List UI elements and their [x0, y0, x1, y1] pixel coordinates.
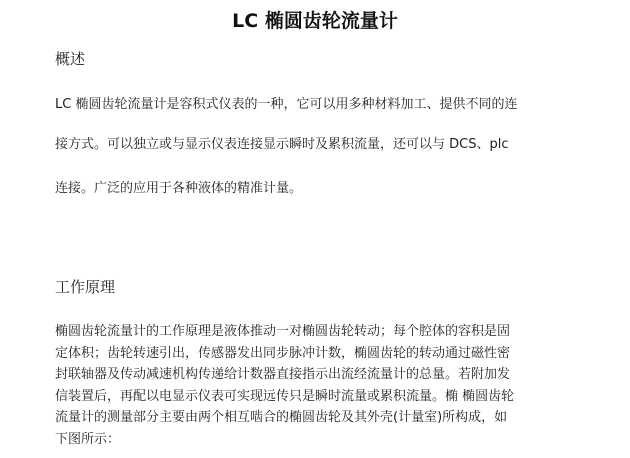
working-principle-paragraph-line: 流量计的测量部分主要由两个相互啮合的椭圆齿轮及其外壳(计量室)所构成，如: [55, 410, 508, 425]
working-principle-paragraph-line: 封联轴器及传动减速机构传递给计数器直接指示出流经流量计的总量。若附加发: [55, 367, 511, 382]
overview-paragraph-line: LC 椭圆齿轮流量计是容积式仪表的一种，它可以用多种材料加工、提供不同的连: [55, 97, 518, 112]
working-principle-paragraph-line: 椭圆齿轮流量计的工作原理是液体推动一对椭圆齿轮转动；每个腔体的容积是固: [55, 324, 511, 339]
working-principle-paragraph-line: 信装置后，再配以电显示仪表可实现远传只是瞬时流量或累积流量。椭 椭圆齿轮: [55, 388, 515, 404]
section-heading-overview: 概述: [55, 50, 86, 68]
working-principle-paragraph: [55, 321, 555, 450]
working-principle-paragraph-line: 下图所示：: [55, 431, 121, 447]
document-title: LC 椭圆齿轮流量计: [232, 10, 398, 32]
working-principle-paragraph-line: 定体积；齿轮转速引出，传感器发出同步脉冲计数，椭圆齿轮的转动通过磁性密: [55, 345, 511, 361]
overview-paragraph-line: 连接。广泛的应用于各种液体的精准计量。: [55, 181, 303, 196]
overview-paragraph-line: 接方式。可以独立或与显示仪表连接显示瞬时及累积流量，还可以与 DCS、plc: [55, 137, 509, 152]
section-heading-working-principle: 工作原理: [55, 278, 116, 296]
